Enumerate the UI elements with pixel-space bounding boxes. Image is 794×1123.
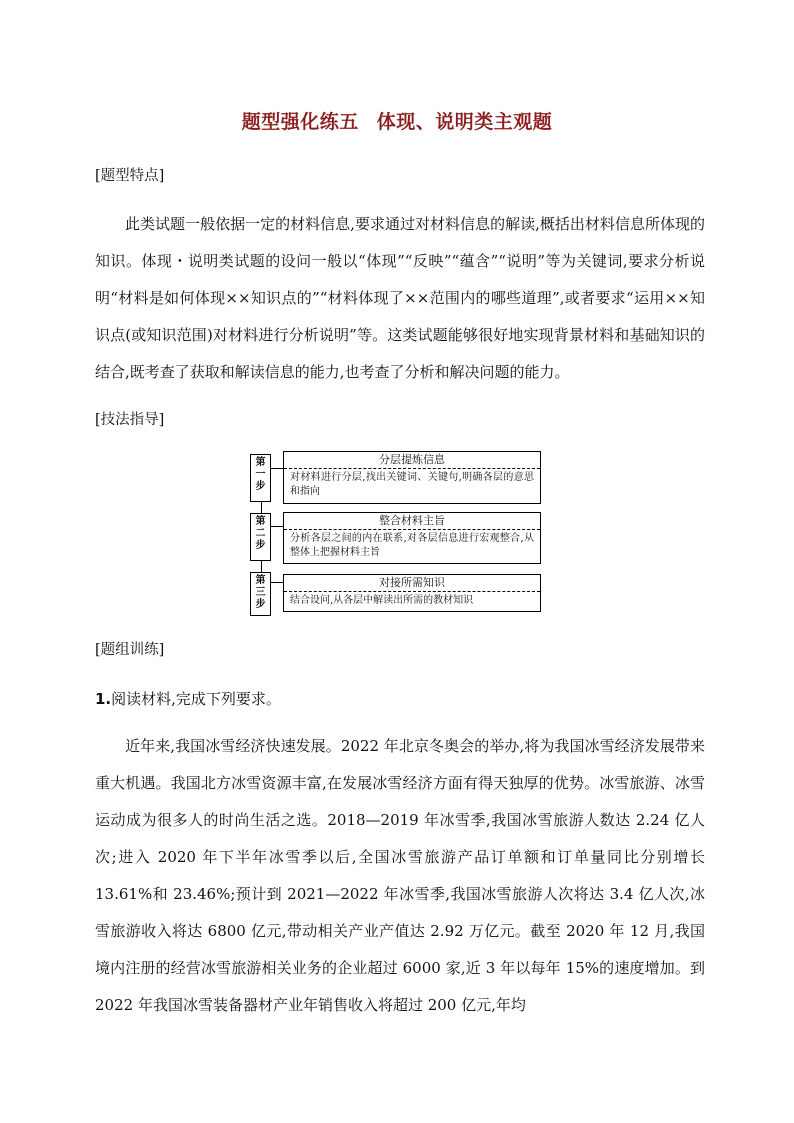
features-label: [题型特点] — [95, 168, 165, 184]
question-number: 1. — [95, 690, 112, 708]
step-2-tag — [250, 513, 271, 561]
step-2-label: 第 二 步 — [255, 516, 266, 551]
step-3-tag — [250, 572, 271, 616]
step-2-heading: 整合材料主旨 — [284, 513, 540, 530]
step-2-box — [283, 512, 541, 564]
step-2-body: 分析各层之间的内在联系,对各层信息进行宏观整合,从整体上把握材料主旨 — [290, 533, 534, 558]
question-1-prompt — [95, 688, 281, 710]
training-label: [题组训练] — [95, 642, 165, 658]
title-part1: 题型强化练五 — [241, 111, 359, 133]
features-text — [95, 206, 705, 391]
question-prompt: 阅读材料,完成下列要求。 — [111, 690, 281, 708]
step-3-heading: 对接所需知识 — [284, 575, 540, 592]
step-3-box — [283, 574, 541, 612]
page-title — [0, 107, 794, 134]
step-3-link — [271, 582, 283, 583]
step-2-link — [271, 526, 283, 527]
step-3-label: 第 三 步 — [255, 575, 266, 610]
method-label: [技法指导] — [95, 412, 165, 428]
title-part2: 体现、说明类主观题 — [376, 111, 553, 133]
question-1-material — [95, 728, 705, 1024]
features-text-content: 此类试题一般依据一定的材料信息,要求通过对材料信息的解读,概括出材料信息所体现的知识。体现・说明类试题的设问一般以“体现”“反映”“蕴含”“说明”等为关键词,要求分析说明“材料是如何体现××知识点的”“材料体现了××范围内的哪些道理”,或者要求“运用××知识点(或知识范围)对材料进行分析说明”等。这类试题能够很好地实现背景材料和基础知识的结合,既考查了获取和解读信息的能力,也考查了分析和解决问题的能力。 — [95, 215, 705, 381]
step-1-box — [283, 451, 541, 504]
method-flowchart — [250, 450, 545, 616]
step-1-link — [271, 468, 283, 469]
step-3-body: 结合设问,从各层中解读出所需的教材知识 — [290, 595, 474, 606]
step-1-tag — [250, 454, 271, 502]
step-1-heading: 分层提炼信息 — [284, 452, 540, 469]
question-material-content: 近年来,我国冰雪经济快速发展。2022 年北京冬奥会的举办,将为我国冰雪经济发展带来重大机遇。我国北方冰雪资源丰富,在发展冰雪经济方面有得天独厚的优势。冰雪旅游、冰雪运动成为很多人的时尚生活之选。2018—2019 年冰雪季,我国冰雪旅游人数达 2.24 亿人次;进入 2020 年下半年冰雪季以后,全国冰雪旅游产品订单额和订单量同比分别增长 13.61%和 23.46%;预计到 2021—2022 年冰雪季,我国冰雪旅游人次将达 3.4 亿人次,冰雪旅游收入将达 6800 亿元,带动相关产业产值达 2.92 万亿元。截至 2020 年 12 月,我国境内注册的经营冰雪旅游相关业务的企业超过 6000 家,近 3 年以每年 15%的速度增加。到 2022 年我国冰雪装备器材产业年销售收入将超过 200 亿元,年均 — [95, 737, 705, 1014]
step-1-body: 对材料进行分层,找出关键词、关键句,明确各层的意思和指向 — [290, 472, 534, 497]
step-1-label: 第 一 步 — [255, 457, 266, 492]
